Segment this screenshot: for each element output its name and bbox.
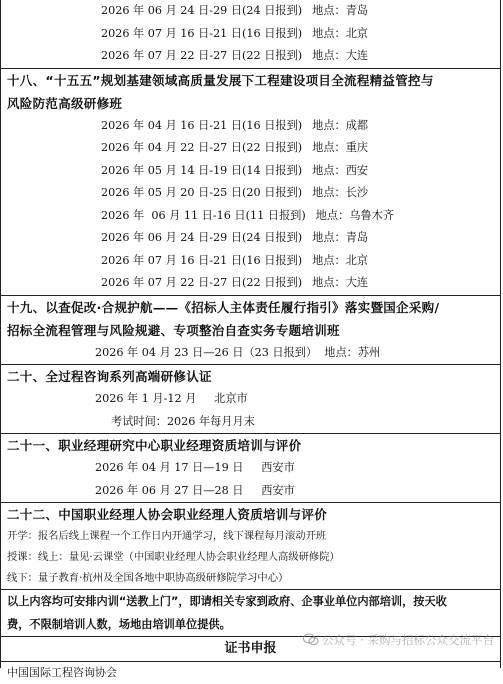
certificate-title: 证书申报: [224, 641, 277, 656]
schedule-row: [7, 227, 500, 250]
schedule-row: [7, 0, 500, 23]
inhouse-training-note: [1, 590, 500, 637]
note-line1: 以上内容均可安排内训“送教上门”，即请相关专家到政府、企事业单位内部培训，按天收: [7, 595, 447, 608]
schedule-location: 地点：大连: [312, 49, 369, 62]
schedule-location: 地点：青岛: [312, 231, 369, 244]
schedule-row: [7, 23, 500, 46]
section-21-title: 二十一、职业经理研究中心职业经理资质培训与评价: [7, 438, 302, 453]
section-continued: [1, 0, 500, 69]
schedule-location: 地点：成都: [312, 118, 369, 132]
exam-time: 考试时间：2026 年每月月末: [111, 414, 255, 428]
schedule-row: [7, 205, 500, 228]
teaching-online-info: 授课：线上：量见·云课堂（中国职业经理人协会职业经理人高级研修院）: [7, 551, 340, 563]
schedule-date: 2026 年 06 月 24 日-29 日(24 日报到): [101, 4, 303, 17]
schedule-location: 地点：西安: [312, 163, 369, 177]
schedule-date: 2026 年 07 月 22 日-27 日(22 日报到): [101, 276, 303, 289]
schedule-row: 2026 年 1 月-12 月 北京市: [95, 392, 248, 405]
section-21: [1, 434, 500, 503]
section-22: [1, 503, 500, 590]
schedule-row: 2026 年 04 月 23 日—26 日（23 日报到） 地点：苏州: [95, 345, 381, 359]
schedule-location: 地点：长沙: [312, 186, 369, 199]
section-18: [1, 69, 500, 296]
note-line2: 费，不限制培训人数，场地由培训单位提供。: [7, 618, 231, 631]
section-20-title: 二十、全过程咨询系列高端研修认证: [7, 369, 212, 384]
section-22-title: 二十二、中国职业经理人协会职业经理人资质培训与评价: [7, 507, 328, 522]
schedule-row: [7, 160, 500, 183]
schedule-row: 2026 年 06 月 27 日—28 日 西安市: [95, 483, 295, 497]
schedule-date: 2026 年 04 月 16 日-21 日(16 日报到): [101, 118, 303, 132]
section-18-title-line1: 十八、“十五五”规划基建领域高质量发展下工程建设项目全流程精益管控与: [7, 72, 434, 88]
enrollment-info: 开学：报名后线上课程一个工作日内开通学习，线下课程每月滚动开班: [7, 530, 327, 542]
schedule-location: 地点：青岛: [312, 4, 369, 17]
schedule-row: [7, 250, 500, 273]
section-18-title-line2: 风险防范高级研修班: [7, 95, 123, 111]
watermark-text: 公众号 · 采购与招标公众交流平台: [322, 633, 494, 647]
watermark: [303, 632, 494, 648]
schedule-date: 2026 年 04 月 22 日-27 日(22 日报到): [101, 141, 303, 154]
schedule-location: 地点：重庆: [312, 141, 369, 154]
schedule-date: 2026 年 07 月 16 日-21 日(16 日报到): [101, 26, 303, 40]
schedule-date: 2026 年 07 月 22 日-27 日(22 日报到): [101, 49, 303, 62]
schedule-location: 地点：大连: [312, 276, 369, 289]
section-19-title-line1: 十九、以查促改·合规护航——《招标人主体责任履行指引》落实暨国企采购/: [7, 299, 440, 315]
schedule-date: 2026 年 05 月 20 日-25 日(20 日报到): [101, 186, 303, 199]
schedule-date: 2026 年 06 月 24 日-29 日(24 日报到): [101, 231, 303, 244]
schedule-date: 2026 年 07 月 16 日-21 日(16 日报到): [101, 253, 303, 267]
schedule-row: 2026 年 04 月 17 日—19 日 西安市: [95, 461, 295, 474]
teaching-offline-info: 线下：量子教育·杭州及全国各地中职协高级研修院学习中心）: [7, 572, 289, 584]
schedule-location: 地点：北京: [312, 253, 369, 267]
section-20: [1, 365, 500, 434]
section-19-title-line2: 招标全流程管理与风险规避、专项整治自查实务专题培训班: [7, 322, 340, 338]
schedule-date: 2026 年 06 月 11 日-16 日(11 日报到): [101, 208, 306, 222]
schedule-location: 地点：乌鲁木齐: [315, 208, 395, 222]
schedule-row: [7, 182, 500, 205]
wechat-icon: [303, 633, 319, 646]
schedule-row: [7, 137, 500, 160]
schedule-date: 2026 年 05 月 14 日-19 日(14 日报到): [101, 163, 303, 177]
section-19: [1, 296, 500, 366]
schedule-location: 地点：北京: [312, 26, 369, 40]
schedule-row: [7, 115, 500, 138]
footer-organization: 中国国际工程咨询协会: [7, 666, 117, 679]
schedule-row: [7, 45, 500, 68]
schedule-row: [7, 272, 500, 295]
